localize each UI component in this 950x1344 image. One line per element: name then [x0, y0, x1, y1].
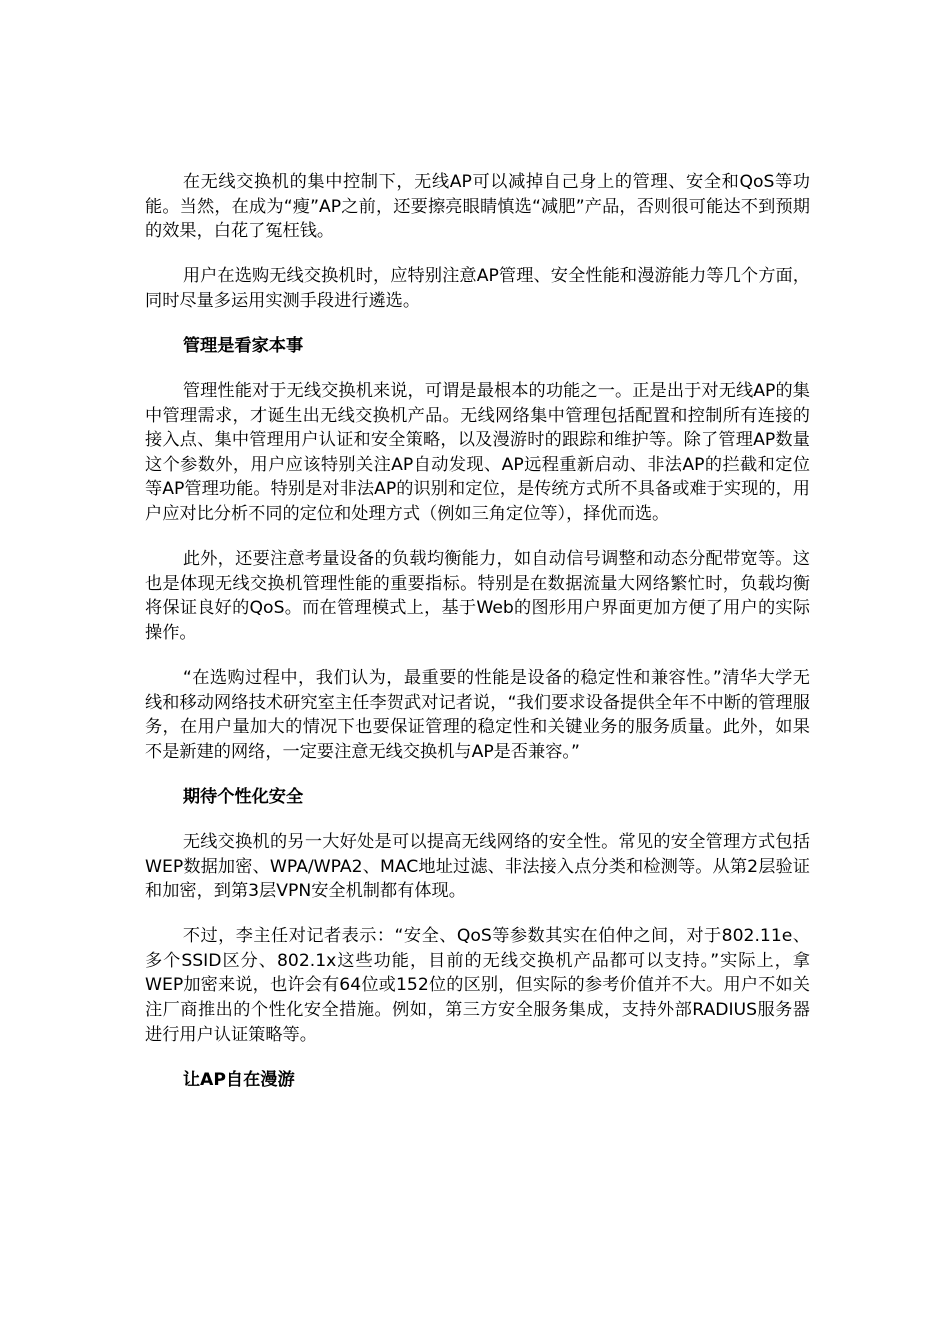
section-heading-management: 管理是看家本事 [182, 335, 304, 356]
paragraph-interview-quote: “在选购过程中，我们认为，最重要的性能是设备的稳定性和兼容性。”清华大学无线和移动网络技术研究室主任李贺武对记者说，“我们要求设备提供全年不中断的管理服务，在用户量加大的情况下也要保证管理的稳定性和关键业务的服务质量。此外，如果不是新建的网络，一定要注意无线交换机与AP是否兼容。” [145, 668, 810, 762]
paragraph-security-methods: 无线交换机的另一大好处是可以提高无线网络的安全性。常见的安全管理方式包括WEP数据加密、WPA/WPA2、MAC地址过滤、非法接入点分类和检测等。从第2层验证和加密，到第3层VPN安全机制都有体现。 [145, 831, 810, 902]
section-heading-roaming: 让AP自在漫游 [182, 1069, 295, 1090]
section-heading-security: 期待个性化安全 [182, 786, 304, 807]
paragraph-security-comments: 不过，李主任对记者表示：“安全、QoS等参数其实在伯仲之间，对于802.11e、多个SSID区分、802.1x这些功能，目前的无线交换机产品都可以支持。”实际上，拿WEP加密来说，也许会有64位或152位的区别，但实际的参考价值并不大。用户不如关注厂商推出的个性化安全措施。例如，第三方安全服务集成，支持外部RADIUS服务器进行用户认证策略等。 [145, 926, 810, 1045]
paragraph-intro: 在无线交换机的集中控制下，无线AP可以减掉自己身上的管理、安全和QoS等功能。当然，在成为“瘦”AP之前，还要擦亮眼睛慎选“减肥”产品，否则很可能达不到预期的效果，白花了冤枉钱。 [145, 172, 810, 242]
paragraph-load-balancing: 此外，还要注意考量设备的负载均衡能力，如自动信号调整和动态分配带宽等。这也是体现无线交换机管理性能的重要指标。特别是在数据流量大网络繁忙时，负载均衡将保证良好的QoS。而在管理模式上，基于Web的图形用户界面更加方便了用户的实际操作。 [145, 549, 810, 643]
paragraph-management-performance: 管理性能对于无线交换机来说，可谓是最根本的功能之一。正是出于对无线AP的集中管理需求，才诞生出无线交换机产品。无线网络集中管理包括配置和控制所有连接的接入点、集中管理用户认证和安全策略，以及漫游时的跟踪和维护等。除了管理AP数量这个参数外，用户应该特别关注AP自动发现、AP远程重新启动、非法AP的拦截和定位等AP管理功能。特别是对非法AP的识别和定位，是传统方式所不具备或难于实现的，用户应对比分析不同的定位和处理方式（例如三角定位等），择优而选。 [145, 381, 810, 525]
paragraph-selection-advice: 用户在选购无线交换机时，应特别注意AP管理、安全性能和漫游能力等几个方面，同时尽量多运用实测手段进行遴选。 [145, 266, 810, 311]
document-page [145, 170, 810, 1113]
